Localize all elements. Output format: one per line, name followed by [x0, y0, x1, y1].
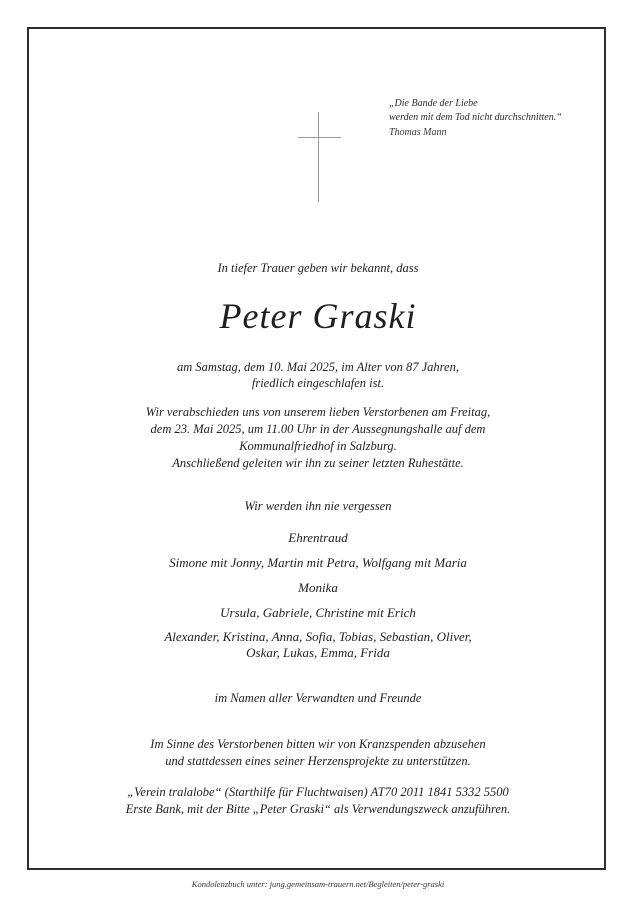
announcement-intro: In tiefer Trauer geben wir bekannt, dass: [217, 261, 419, 275]
quote-line: werden mit dem Tod nicht durchschnitten.“: [389, 111, 562, 123]
bank-details-line: Erste Bank, mit der Bitte „Peter Graski“ als Verwendungszweck anzuführen.: [125, 802, 511, 816]
death-date-line: am Samstag, dem 10. Mai 2025, im Alter von 87 Jahren,: [177, 360, 459, 374]
cross-icon-horizontal-bar: [298, 137, 341, 138]
farewell-line: Anschließend geleiten wir ihn zu seiner letzten Ruhestätte.: [172, 456, 464, 470]
mourner-line: Monika: [298, 580, 338, 595]
condolence-book-link: Kondolenzbuch unter: jung.gemeinsam-trauern.net/Begleiten/peter-graski: [191, 879, 445, 889]
mourner-line: Ursula, Gabriele, Christine mit Erich: [220, 605, 416, 620]
farewell-line: Wir verabschieden uns von unserem lieben Verstorbenen am Freitag,: [145, 405, 491, 419]
mourner-line: Ehrentraud: [288, 530, 348, 545]
death-date-line: friedlich eingeschlafen ist.: [251, 376, 385, 390]
mourner-line: Simone mit Jonny, Martin mit Petra, Wolfgang mit Maria: [169, 555, 467, 570]
mourner-line: Oskar, Lukas, Emma, Frida: [246, 645, 390, 660]
remembrance-line: Wir werden ihn nie vergessen: [244, 499, 392, 513]
donation-line: und stattdessen eines seiner Herzensprojekte zu unterstützen.: [165, 754, 471, 768]
quote-line: „Die Bande der Liebe: [389, 98, 478, 109]
mourner-line: Alexander, Kristina, Anna, Sofia, Tobias, Sebastian, Oliver,: [164, 629, 472, 644]
quote-attribution: Thomas Mann: [389, 127, 447, 138]
donation-line: Im Sinne des Verstorbenen bitten wir von Kranzspenden abzusehen: [150, 737, 486, 751]
cross-icon-vertical-bar: [318, 112, 319, 202]
bank-details-line: „Verein tralalobe“ (Starthilfe für Fluchtwaisen) AT70 2011 1841 5332 5500: [127, 785, 509, 799]
farewell-line: Kommunalfriedhof in Salzburg.: [239, 439, 397, 453]
bank-details-block: [0, 784, 636, 818]
farewell-block: [0, 404, 636, 472]
donation-block: [0, 736, 636, 770]
closing-line: im Namen aller Verwandten und Freunde: [214, 691, 422, 705]
deceased-name: Peter Graski: [219, 296, 417, 336]
farewell-line: dem 23. Mai 2025, um 11.00 Uhr in der Aussegnungshalle auf dem: [150, 422, 486, 436]
mourner-line-group: [0, 629, 636, 661]
memorial-quote: [389, 97, 599, 140]
death-date-block: [0, 359, 636, 391]
